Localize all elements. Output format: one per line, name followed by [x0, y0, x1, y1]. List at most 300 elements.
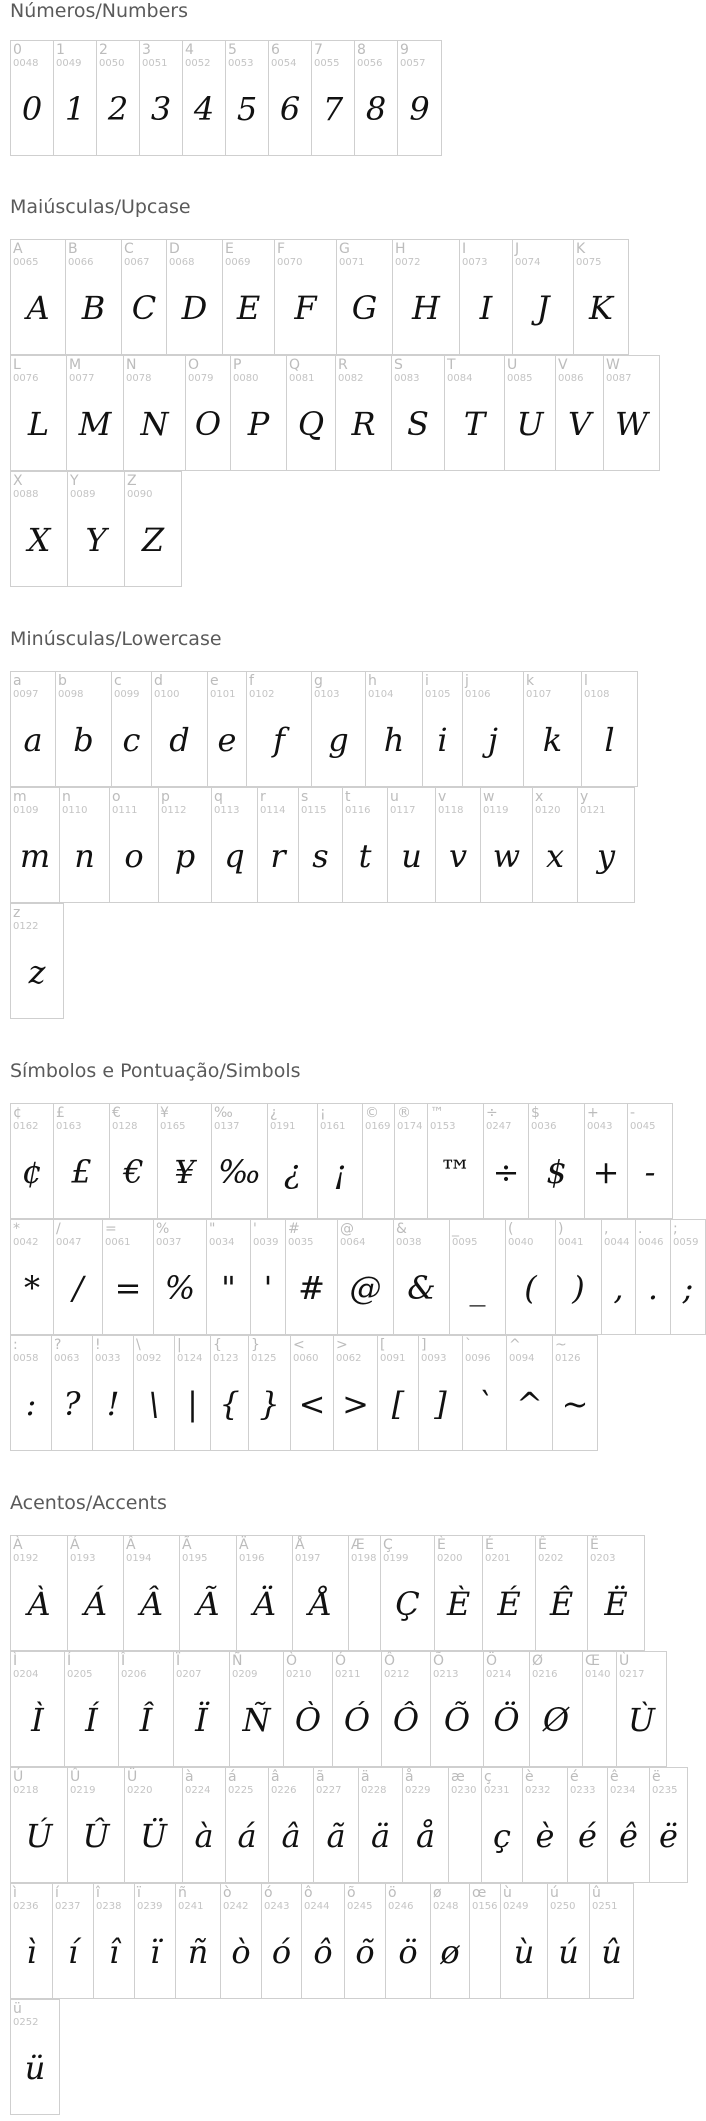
- glyph-preview: A: [26, 289, 50, 327]
- glyph-cell: [670, 1219, 706, 1335]
- char-code: 0202: [538, 1553, 564, 1564]
- glyph-cell: [153, 1219, 207, 1335]
- glyph-preview: 3: [150, 90, 172, 128]
- char-label: Ã: [182, 1537, 192, 1553]
- glyph-preview: Ì: [31, 1701, 44, 1739]
- glyph-preview: 7: [322, 90, 344, 128]
- glyph-cell: [335, 355, 392, 471]
- char-code: 0248: [433, 1901, 459, 1912]
- char-label: ®: [397, 1105, 411, 1121]
- char-label: q: [214, 789, 223, 805]
- glyph-preview: ÷: [492, 1153, 520, 1191]
- glyph-preview: C: [131, 289, 157, 327]
- char-label: Í: [67, 1653, 72, 1669]
- char-code: 0162: [13, 1121, 39, 1132]
- char-code: 0192: [13, 1553, 39, 1564]
- glyph-cell: [52, 1883, 94, 1999]
- glyph-cell: [528, 1103, 585, 1219]
- section-title: Símbolos e Pontuação/Simbols: [10, 1060, 301, 1082]
- char-label: A: [13, 241, 23, 257]
- glyph-cell: [175, 1883, 221, 1999]
- char-label: ‰: [214, 1105, 233, 1121]
- char-label: õ: [347, 1885, 356, 1901]
- char-label: Ô: [384, 1653, 396, 1669]
- char-label: M: [69, 357, 82, 373]
- char-label: Q: [289, 357, 301, 373]
- glyph-cell: [505, 1219, 556, 1335]
- char-label: *: [13, 1221, 20, 1237]
- glyph-preview: =: [114, 1269, 142, 1307]
- char-code: 0237: [55, 1901, 81, 1912]
- glyph-cell: [336, 239, 393, 355]
- glyph-preview: E: [236, 289, 261, 327]
- glyph-preview: B: [81, 289, 106, 327]
- char-label: ¥: [160, 1105, 169, 1121]
- glyph-cell: [55, 671, 112, 787]
- char-label: í: [55, 1885, 59, 1901]
- glyph-preview: c: [122, 721, 141, 759]
- char-code: 0106: [465, 689, 491, 700]
- glyph-cell: [589, 1883, 634, 1999]
- glyph-cell: [10, 787, 60, 903]
- char-code: 0084: [447, 373, 473, 384]
- glyph-preview: Ò: [294, 1701, 322, 1739]
- glyph-preview: p: [174, 837, 196, 875]
- glyph-cell: [402, 1767, 449, 1883]
- char-label: s: [301, 789, 309, 805]
- glyph-preview: >: [342, 1385, 369, 1423]
- glyph-cell: [555, 355, 604, 471]
- char-code: 0245: [347, 1901, 373, 1912]
- glyph-cell: [504, 355, 556, 471]
- glyph-preview: ]: [434, 1385, 447, 1423]
- char-label: E: [225, 241, 234, 257]
- glyph-cell: [385, 1883, 431, 1999]
- char-code: 0070: [277, 257, 303, 268]
- glyph-preview: V: [567, 405, 592, 443]
- char-code: 0213: [433, 1669, 459, 1680]
- char-code: 0103: [314, 689, 340, 700]
- char-code: 0036: [531, 1121, 557, 1132]
- glyph-cell: [397, 40, 442, 156]
- char-label: Î: [121, 1653, 126, 1669]
- glyph-preview: ò: [231, 1933, 251, 1971]
- char-label: t: [345, 789, 351, 805]
- glyph-cell: [317, 1103, 363, 1219]
- char-label: @: [340, 1221, 354, 1237]
- char-label: ñ: [178, 1885, 187, 1901]
- char-code: 0207: [176, 1669, 202, 1680]
- glyph-preview: .: [647, 1269, 659, 1307]
- char-label: d: [154, 673, 163, 689]
- char-code: 0049: [56, 58, 82, 69]
- char-code: 0242: [223, 1901, 249, 1912]
- glyph-preview: ê: [619, 1817, 638, 1855]
- char-code: 0044: [604, 1237, 630, 1248]
- char-code: 0140: [585, 1669, 611, 1680]
- glyph-preview: ñ: [187, 1933, 209, 1971]
- glyph-preview: g: [328, 721, 349, 759]
- glyph-cell: [481, 1767, 523, 1883]
- char-code: 0232: [525, 1785, 551, 1796]
- glyph-cell: [392, 239, 460, 355]
- char-label: é: [570, 1769, 579, 1785]
- char-label: È: [437, 1537, 446, 1553]
- char-label: 3: [142, 42, 151, 58]
- char-code: 0075: [576, 257, 602, 268]
- char-label: {: [213, 1337, 222, 1353]
- glyph-cell: [267, 1103, 318, 1219]
- glyph-cell: [448, 1767, 482, 1883]
- glyph-preview: P: [247, 405, 270, 443]
- char-code: 0087: [606, 373, 632, 384]
- char-label: K: [576, 241, 586, 257]
- char-label: ?: [54, 1337, 62, 1353]
- glyph-cell: [222, 239, 275, 355]
- glyph-preview: ø: [440, 1933, 460, 1971]
- glyph-cell: [427, 1103, 484, 1219]
- char-code: 0098: [58, 689, 84, 700]
- char-code: 0238: [96, 1901, 122, 1912]
- char-label: n: [62, 789, 71, 805]
- char-label: %: [156, 1221, 170, 1237]
- glyph-preview: #: [298, 1269, 325, 1307]
- char-code: 0108: [584, 689, 610, 700]
- glyph-cell: [10, 1883, 53, 1999]
- char-code: 0091: [380, 1353, 406, 1364]
- char-label: Ó: [335, 1653, 347, 1669]
- glyph-cell: [250, 1219, 286, 1335]
- glyph-preview: M: [78, 405, 112, 443]
- char-code: 0249: [503, 1901, 529, 1912]
- char-label: R: [338, 357, 348, 373]
- char-label: p: [161, 789, 170, 805]
- char-label: ù: [503, 1885, 512, 1901]
- char-label: Z: [127, 473, 137, 489]
- char-label: ]: [421, 1337, 427, 1353]
- char-label: r: [260, 789, 266, 805]
- char-code: 0228: [361, 1785, 387, 1796]
- char-code: 0068: [169, 257, 195, 268]
- glyph-preview: x: [545, 837, 565, 875]
- char-code: 0235: [652, 1785, 678, 1796]
- char-code: 0109: [13, 805, 39, 816]
- char-label: (: [508, 1221, 514, 1237]
- char-code: 0040: [508, 1237, 534, 1248]
- char-code: 0065: [13, 257, 39, 268]
- glyph-preview: Y: [85, 521, 107, 559]
- char-label: ê: [610, 1769, 619, 1785]
- glyph-cell: [635, 1219, 671, 1335]
- char-label: Æ: [351, 1537, 365, 1553]
- char-code: 0174: [397, 1121, 423, 1132]
- glyph-preview: Ô: [392, 1701, 420, 1739]
- char-code: 0117: [390, 805, 416, 816]
- char-code: 0218: [13, 1785, 39, 1796]
- glyph-cell: [179, 1535, 237, 1651]
- glyph-preview: -: [644, 1153, 656, 1191]
- glyph-cell: [92, 1335, 134, 1451]
- glyph-preview: Î: [139, 1701, 153, 1739]
- char-code: 0092: [136, 1353, 162, 1364]
- char-code: 0077: [69, 373, 95, 384]
- char-label: y: [580, 789, 589, 805]
- char-code: 0069: [225, 257, 251, 268]
- char-label: +: [587, 1105, 599, 1121]
- char-label: \: [136, 1337, 141, 1353]
- glyph-preview: û: [601, 1933, 622, 1971]
- char-label: 5: [228, 42, 237, 58]
- glyph-cell: [257, 787, 299, 903]
- char-code: 0048: [13, 58, 39, 69]
- char-code: 0045: [630, 1121, 656, 1132]
- char-code: 0056: [357, 58, 383, 69]
- glyph-preview: Ñ: [242, 1701, 271, 1739]
- glyph-cell: [236, 1535, 293, 1651]
- glyph-preview: Ï: [195, 1701, 208, 1739]
- glyph-preview: z: [28, 953, 46, 991]
- char-label: Y: [70, 473, 79, 489]
- glyph-preview: ö: [398, 1933, 418, 1971]
- glyph-preview: ': [263, 1269, 273, 1307]
- char-code: 0122: [13, 921, 39, 932]
- glyph-cell: [67, 1767, 125, 1883]
- char-code: 0195: [182, 1553, 208, 1564]
- glyph-cell: [298, 787, 343, 903]
- glyph-row: [10, 903, 63, 1019]
- glyph-preview: ;: [682, 1269, 694, 1307]
- char-code: 0156: [472, 1901, 498, 1912]
- char-label: à: [185, 1769, 194, 1785]
- char-label: ã: [316, 1769, 325, 1785]
- char-label: e: [210, 673, 219, 689]
- char-label: h: [368, 673, 377, 689]
- char-label: å: [405, 1769, 414, 1785]
- char-code: 0209: [232, 1669, 258, 1680]
- char-label: î: [96, 1885, 100, 1901]
- char-code: 0042: [13, 1237, 39, 1248]
- char-code: 0064: [340, 1237, 366, 1248]
- glyph-cell: [133, 1335, 175, 1451]
- char-code: 0231: [484, 1785, 510, 1796]
- glyph-cell: [10, 1767, 68, 1883]
- char-label: ë: [652, 1769, 661, 1785]
- char-label: ø: [433, 1885, 442, 1901]
- char-label: û: [592, 1885, 601, 1901]
- glyph-cell: [616, 1651, 667, 1767]
- glyph-row: [10, 1883, 633, 1999]
- glyph-preview: õ: [355, 1933, 375, 1971]
- glyph-preview: ): [572, 1269, 585, 1307]
- glyph-preview: &: [407, 1269, 436, 1307]
- section-title: Acentos/Accents: [10, 1492, 167, 1514]
- char-label: â: [271, 1769, 280, 1785]
- section-title: Maiúsculas/Upcase: [10, 196, 191, 218]
- glyph-cell: [393, 1219, 450, 1335]
- glyph-preview: :: [25, 1385, 37, 1423]
- glyph-preview: É: [497, 1585, 521, 1623]
- char-label: `: [465, 1337, 472, 1353]
- glyph-cell: [268, 1767, 314, 1883]
- char-label: Ê: [538, 1537, 547, 1553]
- char-code: 0038: [396, 1237, 422, 1248]
- glyph-cell: [607, 1767, 650, 1883]
- char-label: P: [233, 357, 242, 373]
- char-code: 0093: [421, 1353, 447, 1364]
- glyph-preview: 5: [236, 90, 258, 128]
- glyph-cell: [434, 1535, 483, 1651]
- glyph-preview: W: [615, 405, 648, 443]
- glyph-cell: [581, 671, 638, 787]
- glyph-cell: [111, 671, 152, 787]
- char-code: 0211: [335, 1669, 361, 1680]
- char-label: -: [630, 1105, 636, 1121]
- glyph-cell: [418, 1335, 463, 1451]
- glyph-cell: [118, 1651, 174, 1767]
- glyph-cell: [225, 40, 269, 156]
- glyph-cell: [207, 671, 247, 787]
- char-label: ,: [604, 1221, 609, 1237]
- glyph-preview: j: [488, 721, 498, 759]
- glyph-cell: [185, 355, 231, 471]
- char-code: 0201: [485, 1553, 511, 1564]
- char-code: 0041: [558, 1237, 584, 1248]
- char-code: 0116: [345, 805, 371, 816]
- glyph-preview: ü: [24, 2049, 46, 2087]
- glyph-cell: [567, 1767, 608, 1883]
- glyph-cell: [290, 1335, 334, 1451]
- glyph-cell: [333, 1335, 378, 1451]
- char-label: 4: [185, 42, 194, 58]
- glyph-preview: ï: [149, 1933, 161, 1971]
- glyph-cell: [123, 1535, 180, 1651]
- glyph-cell: [246, 671, 312, 787]
- char-label: æ: [451, 1769, 465, 1785]
- char-code: 0125: [251, 1353, 277, 1364]
- glyph-cell: [10, 1999, 60, 2115]
- glyph-preview: X: [27, 521, 51, 559]
- char-code: 0196: [239, 1553, 265, 1564]
- char-label: I: [462, 241, 467, 257]
- glyph-preview: l: [604, 721, 615, 759]
- char-code: 0062: [336, 1353, 362, 1364]
- glyph-cell: [332, 1651, 382, 1767]
- glyph-cell: [582, 1651, 617, 1767]
- char-label: =: [105, 1221, 117, 1237]
- glyph-preview: ú: [558, 1933, 579, 1971]
- glyph-preview: Ç: [395, 1585, 420, 1623]
- glyph-preview: À: [27, 1585, 51, 1623]
- char-label: ö: [388, 1885, 397, 1901]
- glyph-cell: [552, 1335, 598, 1451]
- glyph-preview: ù: [513, 1933, 535, 1971]
- char-code: 0107: [526, 689, 552, 700]
- glyph-preview: ‰: [218, 1153, 261, 1191]
- glyph-preview: ?: [63, 1385, 81, 1423]
- glyph-preview: €: [123, 1153, 144, 1191]
- char-code: 0252: [13, 2017, 39, 2028]
- glyph-preview: T: [463, 405, 486, 443]
- glyph-preview: H: [412, 289, 440, 327]
- glyph-preview: 9: [409, 90, 430, 128]
- glyph-preview: Å: [308, 1585, 333, 1623]
- glyph-cell: [10, 471, 68, 587]
- glyph-preview: Ø: [542, 1701, 570, 1739]
- char-code: 0199: [383, 1553, 409, 1564]
- char-code: 0043: [587, 1121, 613, 1132]
- char-code: 0100: [154, 689, 180, 700]
- char-code: 0204: [13, 1669, 39, 1680]
- glyph-preview: y: [596, 837, 616, 875]
- glyph-cell: [10, 1535, 68, 1651]
- glyph-cell: [522, 1767, 568, 1883]
- char-label: w: [483, 789, 495, 805]
- glyph-preview: ë: [659, 1817, 678, 1855]
- glyph-preview: R: [351, 405, 376, 443]
- glyph-preview: J: [536, 289, 550, 327]
- glyph-preview: ™: [439, 1153, 472, 1191]
- char-code: 0063: [54, 1353, 80, 1364]
- glyph-preview: î: [108, 1933, 120, 1971]
- glyph-cell: [10, 903, 64, 1019]
- char-label: o: [112, 789, 121, 805]
- char-label: H: [395, 241, 406, 257]
- glyph-preview: \: [148, 1385, 160, 1423]
- char-label: }: [251, 1337, 260, 1353]
- glyph-preview: ¿: [283, 1153, 302, 1191]
- glyph-preview: è: [535, 1817, 555, 1855]
- char-code: 0054: [271, 58, 297, 69]
- char-label: Ë: [590, 1537, 599, 1553]
- char-code: 0060: [293, 1353, 319, 1364]
- char-label: [: [380, 1337, 386, 1353]
- glyph-cell: [134, 1883, 176, 1999]
- glyph-row: [10, 1999, 59, 2115]
- glyph-cell: [344, 1883, 386, 1999]
- glyph-cell: [587, 1535, 645, 1651]
- glyph-preview: ¢: [21, 1153, 43, 1191]
- char-label: Ç: [383, 1537, 393, 1553]
- glyph-cell: [182, 1767, 226, 1883]
- glyph-row: [10, 40, 441, 156]
- char-label: J: [515, 241, 520, 257]
- glyph-preview: å: [415, 1817, 436, 1855]
- glyph-cell: [532, 787, 578, 903]
- glyph-cell: [387, 787, 436, 903]
- char-label: l: [584, 673, 588, 689]
- char-code: 0247: [486, 1121, 512, 1132]
- glyph-cell: [166, 239, 223, 355]
- char-label: Ø: [532, 1653, 544, 1669]
- glyph-cell: [348, 1535, 381, 1651]
- char-label: c: [114, 673, 122, 689]
- char-code: 0101: [210, 689, 236, 700]
- char-code: 0096: [465, 1353, 491, 1364]
- char-code: 0112: [161, 805, 187, 816]
- char-code: 0037: [156, 1237, 182, 1248]
- char-code: 0241: [178, 1901, 204, 1912]
- glyph-cell: [10, 355, 67, 471]
- glyph-cell: [10, 239, 66, 355]
- glyph-cell: [380, 1535, 435, 1651]
- char-code: 0233: [570, 1785, 596, 1796]
- char-label: G: [339, 241, 350, 257]
- char-code: 0193: [70, 1553, 96, 1564]
- glyph-cell: [229, 1651, 284, 1767]
- char-label: ¡: [320, 1105, 326, 1121]
- char-label: Á: [70, 1537, 80, 1553]
- glyph-cell: [225, 1767, 269, 1883]
